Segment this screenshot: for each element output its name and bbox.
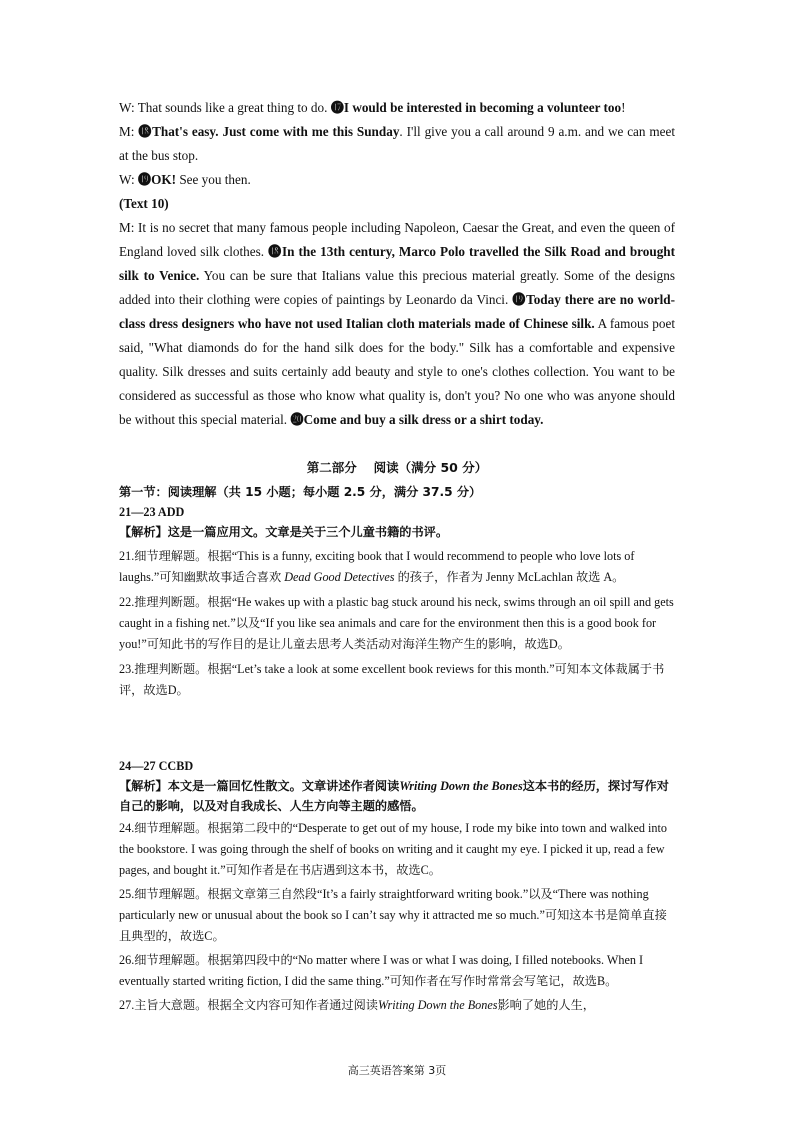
question-explanation: 23.推理判断题。根据“Let’s take a look at some excellent book reviews for this month.”可知本文体裁属于书评，故选D。 — [119, 662, 665, 697]
question-explanation: 26.细节理解题。根据第四段中的“No matter where I was or what I was doing, I filled notebooks. When I eventually started writing fiction, I did the same thing.”可知作者在写作时常常会写笔记，故选B。 — [119, 953, 644, 988]
part-title: 第二部分 阅读（满分 50 分） — [306, 460, 488, 475]
dialogue-line: W: ⓳OK! See you then. — [119, 172, 251, 187]
analysis: 【解析】这是一篇应用文。文章是关于三个儿童书籍的书评。 — [119, 525, 449, 539]
question-explanation: 27.主旨大意题。根据全文内容可知作者通过阅读Writing Down the Bones影响了她的人生， — [119, 998, 595, 1012]
question-explanation: 25.细节理解题。根据文章第三自然段“It’s a fairly straightforward writing book.”以及“There was nothing particularly new or unusual about the book so I can’t say why it attracted me so much.”可知这本书是简单直接且典型的，故选C。 — [119, 887, 667, 943]
analysis: 【解析】本文是一篇回忆性散文。文章讲述作者阅读Writing Down the Bones这本书的经历，探讨写作对自己的影响，以及对自我成长、人生方向等主题的感悟。 — [119, 779, 669, 813]
circled-number: ⓱ — [330, 100, 344, 115]
circled-number: ⓳ — [512, 292, 527, 307]
section-title: 第一节：阅读理解（共 15 小题；每小题 2.5 分，满分 37.5 分） — [119, 485, 482, 499]
circled-number: ⓴ — [290, 412, 304, 427]
question-explanation: 24.细节理解题。根据第二段中的“Desperate to get out of my house, I rode my bike into town and walked into the bookstore. I was going through the shelf of books on writing and it caught my eye. I picked it up, read a few pages, and bought it.”可知作者是在书店遇到这本书，故选C。 — [119, 821, 668, 877]
page-footer: 高三英语答案第 3页 — [347, 1064, 447, 1077]
section-1-group-2 — [119, 756, 675, 1016]
question-explanation: 21.细节理解题。根据“This is a funny, exciting book that I would recommend to people who love lots of laughs.”可知幽默故事适合喜欢 Dead Good Detectives 的孩子，作者为 Jenny McLachlan 故选 A。 — [119, 549, 635, 584]
circled-number: ⓳ — [137, 172, 152, 187]
listening-transcript — [119, 96, 675, 432]
book-title: Writing Down the Bones — [399, 779, 523, 793]
book-title: Dead Good Detectives — [284, 570, 395, 584]
circled-number: ⓲ — [138, 124, 153, 139]
dialogue-line: W: That sounds like a great thing to do. ⓱I would be interested in becoming a volunteer too! — [119, 100, 626, 115]
section-1 — [119, 482, 675, 701]
answer-key: 21—23 ADD — [119, 505, 185, 519]
book-title: Writing Down the Bones — [377, 998, 498, 1012]
dialogue-line: M: ⓲That's easy. Just come with me this Sunday. I'll give you a call around 9 a.m. and we can meet at the bus stop. — [119, 124, 676, 163]
answer-key: 24—27 CCBD — [119, 759, 194, 773]
text10-paragraph: M: It is no secret that many famous people including Napoleon, Caesar the Great, and even the queen of England loved silk clothes. ⓲In the 13th century, Marco Polo travelled the Silk Road and brought silk to Venice. You can be sure that Italians value this precious material greatly. Some of the designs added into their clothing were copies of paintings by Leonardo da Vinci. ⓳Today there are no world-class dress designers who have not used Italian cloth materials made of Chinese silk. A famous poet said, "What diamonds do for the hand silk does for the body." Silk has a comfortable and expensive quality. Silk dresses and suits certainly add beauty and style to one's clothes collection. You want to be considered as successful as those who know what quality is, don't you? No one who was anyone should be without this special material. ⓴Come and buy a silk dress or a shirt today. — [119, 220, 676, 427]
question-explanation: 22.推理判断题。根据“He wakes up with a plastic bag stuck around his neck, swims through an oil spill and gets caught in a fishing net.”以及“If you like sea animals and care for the environment then this is a good book for you!”可知此书的写作目的是让儿童去思考人类活动对海洋生物产生的影响，故选D。 — [119, 595, 674, 651]
circled-number: ⓲ — [268, 244, 283, 259]
text-label: (Text 10) — [119, 196, 169, 211]
